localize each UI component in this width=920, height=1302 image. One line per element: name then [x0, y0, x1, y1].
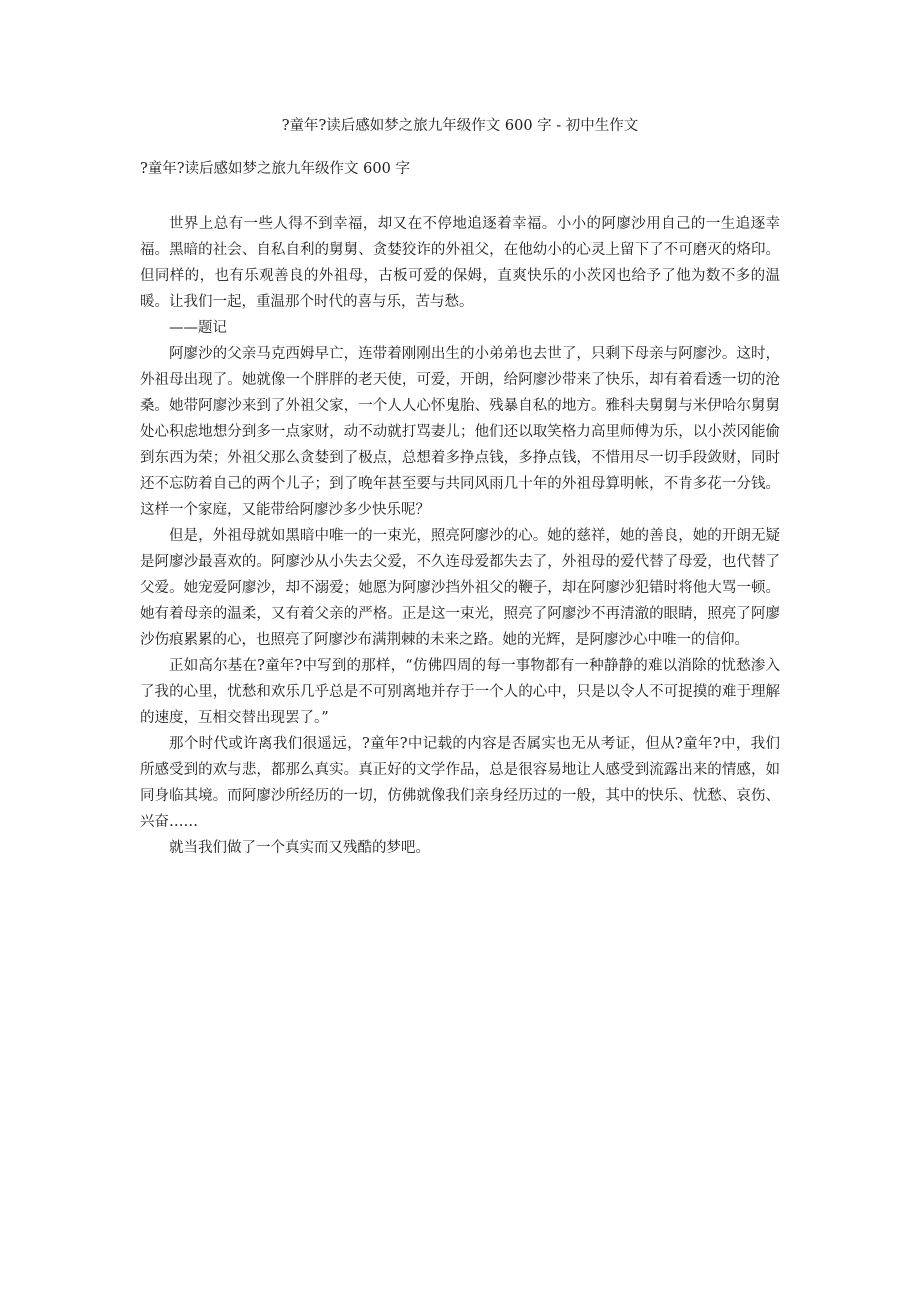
paragraph-conclusion: 就当我们做了一个真实而又残酷的梦吧。 — [169, 840, 430, 856]
article-body — [140, 211, 780, 861]
paragraph-intro: 世界上总有一些人得不到幸福，却又在不停地追逐着幸福。小小的阿廖沙用自己的一生追逐幸福。黑暗的社会、自私自利的舅舅、贪婪狡诈的外祖父，在他幼小的心灵上留下了不可磨灭的烙印。但同样的，也有乐观善良的外祖母，古板可爱的保姆，直爽快乐的小茨冈也给予了他为数不多的温暖。让我们一起，重温那个时代的喜与乐，苦与愁。 — [140, 216, 780, 310]
paragraph-quote: 正如高尔基在?童年?中写到的那样，“仿佛四周的每一事物都有一种静静的难以消除的忧愁渗入了我的心里，忧愁和欢乐几乎总是不可别离地并存于一个人的心中，只是以令人不可捉摸的难于理解的速度，互相交替出现罢了。” — [140, 658, 780, 726]
paragraph-family: 阿廖沙的父亲马克西姆早亡，连带着刚刚出生的小弟弟也去世了，只剩下母亲与阿廖沙。这时，外祖母出现了。她就像一个胖胖的老天使，可爱，开朗，给阿廖沙带来了快乐，却有着看透一切的沧桑。她带阿廖沙来到了外祖父家，一个人人心怀鬼胎、残暴自私的地方。雅科夫舅舅与米伊哈尔舅舅处心积虑地想分到多一点家财，动不动就打骂妻儿；他们还以取笑格力高里师傅为乐，以小茨冈能偷到东西为荣；外祖父那么贪婪到了极点，总想着多挣点钱，多挣点钱，不惜用尽一切手段敛财，同时还不忘防着自己的两个儿子；到了晚年甚至要与共同风雨几十年的外祖母算明帐，不肯多花一分钱。这样一个家庭，又能带给阿廖沙多少快乐呢？ — [140, 346, 780, 518]
document-title: ?童年?读后感如梦之旅九年级作文 600 字 - 初中生作文 — [281, 118, 639, 134]
paragraph-epigraph-signature: ——题记 — [169, 320, 227, 336]
document-subtitle: ?童年?读后感如梦之旅九年级作文 600 字 — [140, 161, 410, 177]
paragraph-reflection: 那个时代或许离我们很遥远，?童年?中记载的内容是否属实也无从考证，但从?童年?中，我们所感受到的欢与悲，都那么真实。真正好的文学作品，总是很容易地让人感受到流露出来的情感，如同身临其境。而阿廖沙所经历的一切，仿佛就像我们亲身经历过的一般，其中的快乐、忧愁、哀伤、兴奋…… — [140, 736, 780, 830]
paragraph-grandmother: 但是，外祖母就如黑暗中唯一的一束光，照亮阿廖沙的心。她的慈祥，她的善良，她的开朗无疑是阿廖沙最喜欢的。阿廖沙从小失去父爱，不久连母爱都失去了，外祖母的爱代替了母爱，也代替了父爱。她宠爱阿廖沙，却不溺爱；她愿为阿廖沙挡外祖父的鞭子，却在阿廖沙犯错时将他大骂一顿。她有着母亲的温柔，又有着父亲的严格。正是这一束光，照亮了阿廖沙不再清澈的眼睛，照亮了阿廖沙伤痕累累的心，也照亮了阿廖沙布满荆棘的未来之路。她的光辉，是阿廖沙心中唯一的信仰。 — [140, 528, 780, 648]
